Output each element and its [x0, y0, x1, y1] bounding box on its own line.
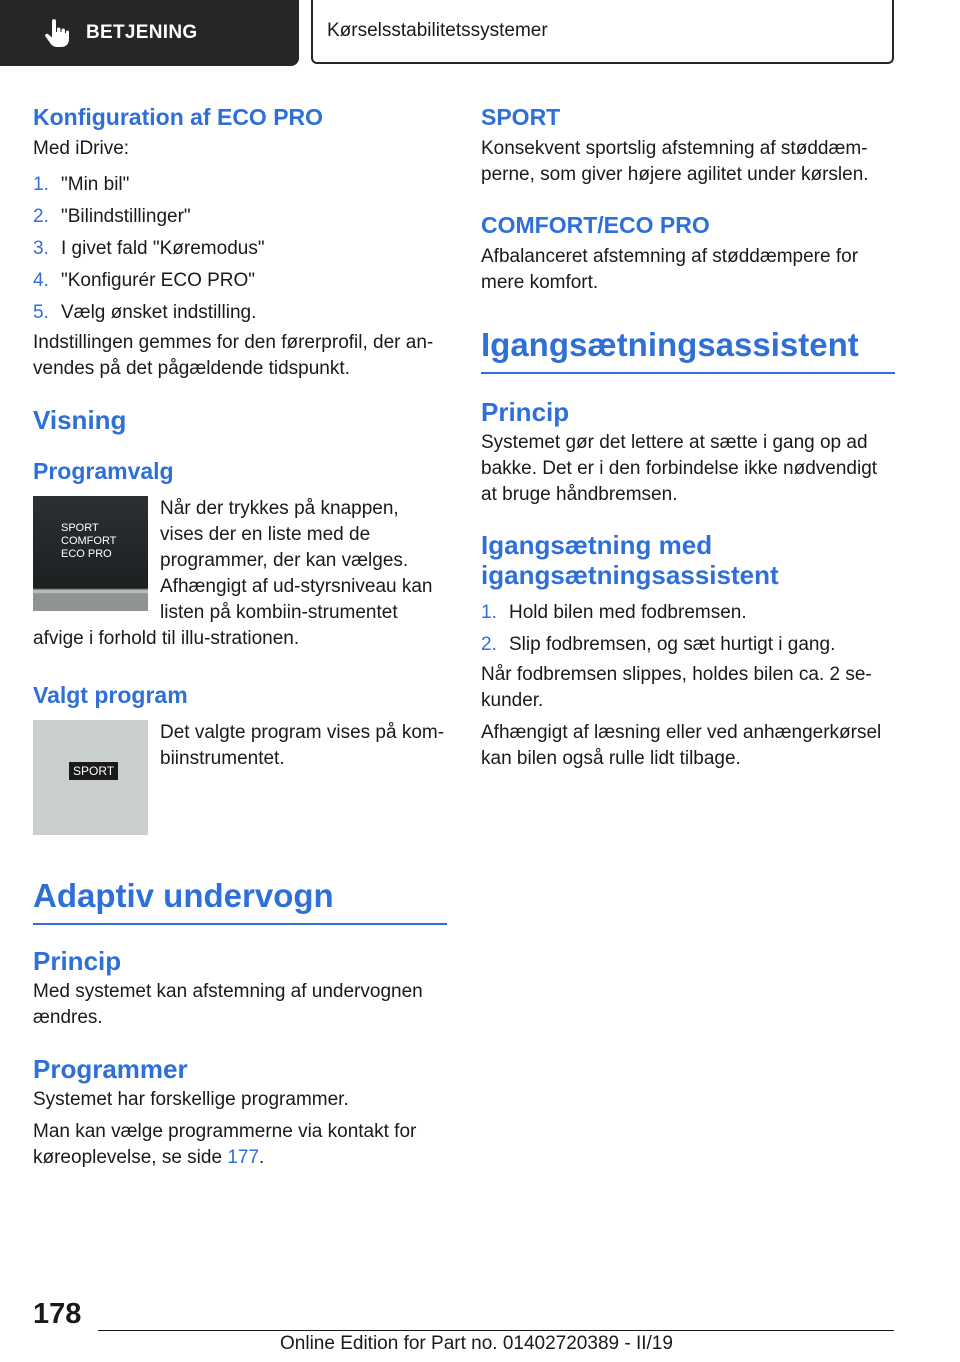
comfort-ecopro-heading: COMFORT/ECO PRO: [481, 212, 710, 238]
footer-divider: [98, 1330, 894, 1331]
image-label-ecopro: ECO PRO: [61, 548, 112, 560]
selected-program-image: [33, 720, 148, 835]
list-item: 4. "Konfigurér ECO PRO": [33, 270, 256, 291]
eco-config-heading: Konfiguration af ECO PRO: [33, 104, 324, 130]
image-label-sport-selected: SPORT: [69, 762, 118, 780]
image-label-comfort: COMFORT: [61, 535, 117, 547]
eco-steps-list: [33, 172, 447, 326]
programvalg-block: [33, 496, 447, 652]
programmer-heading: Programmer: [33, 1054, 188, 1084]
chapter-title-box: [311, 0, 894, 64]
list-item: 1. Hold bilen med fodbremsen.: [481, 602, 747, 623]
programmer-reference: Man kan vælge programmerne via kontakt for køreoplevelse, se side 177.: [33, 1121, 417, 1168]
eco-note: Indstillingen gemmes for den førerprofil, der an-vendes på det pågældende tidspunkt.: [33, 332, 434, 379]
princip-text-left: Med systemet kan afstemning af undervognen ændres.: [33, 981, 423, 1028]
list-item: 3. I givet fald "Køremodus": [33, 238, 265, 259]
sport-text: Konsekvent sportslig afstemning af støddæm-perne, som giver højere agilitet under kørslen.: [481, 138, 869, 185]
chapter-title: Kørselsstabilitetssystemer: [327, 20, 548, 41]
valgt-program-heading: Valgt program: [33, 682, 188, 708]
header-section-tab: [0, 0, 299, 66]
list-item: 2. Slip fodbremsen, og sæt hurtigt i gang.: [481, 634, 836, 655]
edition-text: Online Edition for Part no. 01402720389 - II/19: [280, 1333, 673, 1354]
image-label-sport: SPORT: [61, 522, 99, 534]
comfort-ecopro-text: Afbalanceret afstemning af støddæmpere for mere komfort.: [481, 246, 859, 293]
list-item: 5. Vælg ønsket indstilling.: [33, 302, 257, 323]
adaptiv-undervogn-heading: Adaptiv undervogn: [33, 873, 447, 925]
programmer-text: Systemet har forskellige programmer.: [33, 1089, 349, 1110]
program-list-image: [33, 496, 148, 611]
princip-heading-right: Princip: [481, 397, 570, 427]
visning-heading: Visning: [33, 405, 127, 435]
programvalg-heading: Programvalg: [33, 458, 174, 484]
start-steps-list: [481, 600, 895, 658]
valgt-program-text: Det valgte program vises på kom-biinstrumentet.: [160, 722, 445, 769]
list-item: 1. "Min bil": [33, 174, 130, 195]
start-note-2: Afhængigt af læsning eller ved anhængerkørsel kan bilen også rulle lidt tilbage.: [481, 722, 882, 769]
princip-text-right: Systemet gør det lettere at sætte i gang op ad bakke. Det er i den forbindelse ikke nødvendigt at bruge håndbremsen.: [481, 432, 878, 505]
right-column: [481, 100, 895, 772]
left-column: [33, 100, 447, 1171]
page-link-177[interactable]: 177: [227, 1147, 260, 1168]
list-item: 2. "Bilindstillinger": [33, 206, 191, 227]
hand-pointer-icon: [40, 16, 74, 50]
page-number: 178: [33, 1298, 82, 1330]
valgt-program-block: [33, 720, 447, 841]
igangsaetningsassistent-heading: Igangsætningsassistent: [481, 322, 895, 374]
igangsaetning-med-heading: Igangsætning med igangsætningsassistent: [481, 530, 779, 590]
start-note-1: Når fodbremsen slippes, holdes bilen ca. 2 se-kunder.: [481, 664, 872, 711]
section-title: BETJENING: [86, 22, 198, 43]
sport-heading: SPORT: [481, 104, 561, 130]
eco-intro: Med iDrive:: [33, 138, 130, 159]
princip-heading-left: Princip: [33, 946, 122, 976]
programvalg-text: Når der trykkes på knappen, vises der en liste med de programmer, der kan vælges. Afhængigt af ud-styrsniveau kan listen på kombiin-strumentet afvige i forhold til illu-strationen.: [33, 498, 433, 649]
